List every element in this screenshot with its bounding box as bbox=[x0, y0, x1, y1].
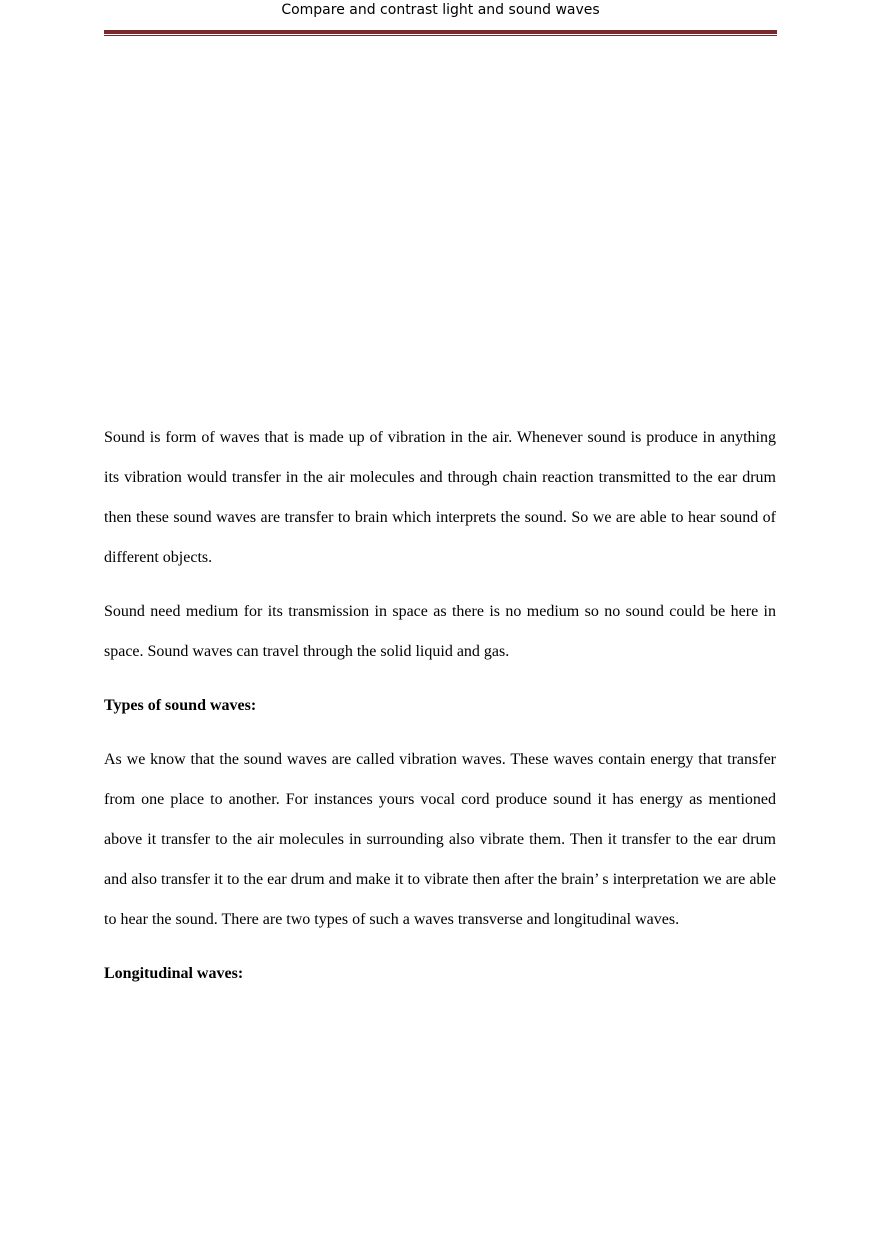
header-title: Compare and contrast light and sound waves bbox=[281, 2, 600, 18]
heading-types-of-sound-waves: Types of sound waves: bbox=[104, 697, 257, 714]
header-rule-thin bbox=[104, 35, 777, 36]
header-rule bbox=[104, 30, 777, 34]
document-body bbox=[104, 418, 776, 1008]
paragraph-sound-medium: Sound need medium for its transmission in space as there is no medium so no sound could be here in space. Sound waves can travel through the solid liquid and gas. bbox=[104, 603, 776, 660]
heading-longitudinal-waves: Longitudinal waves: bbox=[104, 965, 244, 982]
paragraph-vibration-waves: As we know that the sound waves are called vibration waves. These waves contain energy that transfer from one place to another. For instances yours vocal cord produce sound it has energy as mentioned above it transfer to the air molecules in surrounding also vibrate them. Then it transfer to the ear drum and also transfer it to the ear drum and make it to vibrate then after the brain’ s interpretation we are able to hear the sound. There are two types of such a waves transverse and longitudinal waves. bbox=[104, 751, 776, 928]
paragraph-sound-intro: Sound is form of waves that is made up of vibration in the air. Whenever sound is produce in anything its vibration would transfer in the air molecules and through chain reaction transmitted to the ear drum then these sound waves are transfer to brain which interprets the sound. So we are able to hear sound of different objects. bbox=[104, 429, 776, 566]
page-header bbox=[104, 0, 777, 38]
